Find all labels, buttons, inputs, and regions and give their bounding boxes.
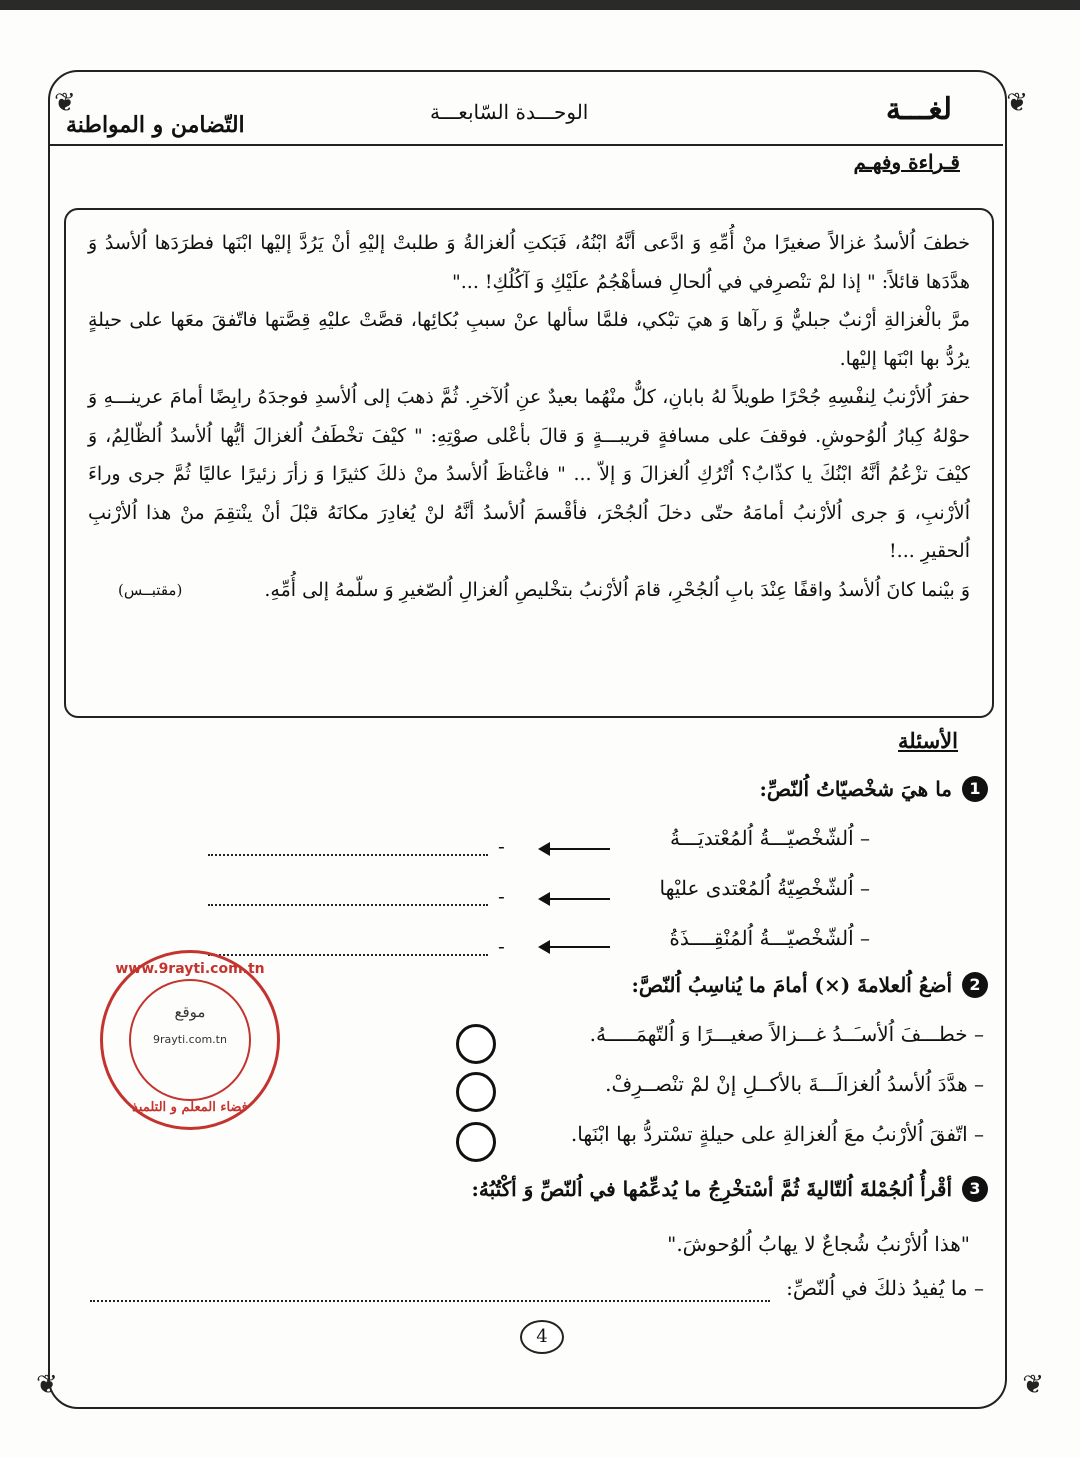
question-number: 1: [962, 776, 988, 802]
arrow-icon: [548, 848, 610, 850]
arrow-icon: [548, 898, 610, 900]
q1-item: – اُلشّخْصيّـــةُ اُلمُعْتديَـــةُ: [669, 826, 870, 850]
arrow-icon: [548, 946, 610, 948]
q2-option: – هدَّدَ اُلأسدُ اُلغزالَـــةَ بالأكــلِ إنْ لمْ تنْصــرِفْ.: [605, 1072, 984, 1096]
passage-paragraph: حفرَ اُلأرْنبُ لِنفْسِهِ جُحْرًا طويلاً لهُ بابانِ، كلٌّ منْهُما بعيدٌ عنِ اُلآخرِ. ثُمَّ ذهبَ إلى اُلأسدِ فوجدَهُ رابِضًا أمامَ عرينـــهِ وَ حوْلهُ كِبارُ اُلوُحوشِ. فوقفَ على مسافةٍ قريبـــةٍ وَ قالَ بأعْلى صوْتِهِ: " كيْفَ تخْطَفُ اُلغزالَ أيُّها اُلأسدُ اُلظّالِمُ، وَ كيْفَ تزْعُمُ أنَّهُ ابْنُكَ يا كذّابُ؟ اُتْرُكِ اُلغزالَ وَ إلاّ ... " فاغْتاظَ اُلأسدُ منْ ذلكَ كثيرًا وَ زأرَ زئيرًا عاليًا ثُمَّ جرى وراءَ اُلأرْنبِ، وَ جرى اُلأرْنبُ أمامَهُ حتّى دخلَ اُلجُحْرَ، فأقْسمَ اُلأسدُ أنَّهُ لنْ يُغادِرَ مكانَهُ قبْلَ أنْ ينْتقِمَ منْ هذا اُلأرْنبِ اُلحقيرِ ...!: [88, 386, 970, 562]
corner-ornament-icon: ❦: [1006, 88, 1028, 118]
stamp-caption: فضاء المعلم و التلميذ: [132, 1100, 248, 1115]
question-3: [471, 1176, 988, 1202]
passage-last-line: وَ بيْنما كانَ اُلأسدُ واقفًا عِنْدَ بابِ اُلجُحْرِ، قامَ اُلأرْنبُ بتخْليصِ اُلغزالِ اُلصّغيرِ وَ سلّمهُ إلى أُمِّهِ.: [264, 578, 970, 601]
website-stamp: [100, 950, 280, 1130]
answer-circle[interactable]: [456, 1072, 496, 1112]
q3-subquestion: – ما يُفيدُ ذلكَ في اُلنّصِّ:: [786, 1276, 984, 1300]
answer-circle[interactable]: [456, 1122, 496, 1162]
quoted-sentence: "هذا اُلأرْنبُ شُجاعٌ لا يهابُ اُلوُحوشَ.": [667, 1232, 970, 1256]
question-text: أقْرأُ اُلجُمْلةَ اُلتّاليةَ ثُمَّ أسْتخْرِجُ ما يُدعِّمُها في اُلنّصِّ وَ أكْتُبُهُ:: [471, 1177, 952, 1201]
stamp-word: موقع: [174, 1003, 206, 1021]
question-1: [760, 776, 988, 802]
questions-title: الأسئلة: [898, 728, 958, 753]
q1-item: – اُلشّخْصِيّةُ اُلمُعْتدى عليْها: [659, 876, 870, 900]
scan-edge: [0, 0, 1080, 10]
theme-title: التّضامن و المواطنة: [66, 112, 245, 138]
page-number: 4: [520, 1320, 564, 1354]
question-text: أضعُ اُلعلامةَ (×) أمامَ ما يُناسِبُ اُلنّصَّ:: [631, 973, 952, 997]
reading-passage: [64, 208, 994, 718]
answer-line[interactable]: [208, 904, 488, 906]
q1-item: – اُلشّخْصيّـــةُ اُلمُنْقِــــذَةُ: [669, 926, 870, 950]
corner-ornament-icon: ❦: [1022, 1370, 1044, 1400]
stamp-url: www.9rayti.com.tn: [115, 961, 265, 977]
q2-option: – خطـــفَ اُلأسـَــدُ غـــزالاً صغيـــرًا وَ اُلتّهمَـــــهُ.: [589, 1022, 984, 1046]
subject-title: لغـــة: [885, 92, 952, 127]
passage-paragraph: مرَّ بالْغزالةِ أرْنبٌ جبليٌّ وَ رآها وَ هيَ تبْكي، فلمَّا سألها عنْ سببِ بُكائِها، قصَّتْ عليْهِ قِصَّتها فاتّفقَ معَها على حيلةٍ يرُدُّ بها ابْنَها إليْها.: [88, 309, 970, 370]
answer-line[interactable]: [90, 1300, 770, 1302]
answer-circle[interactable]: [456, 1024, 496, 1064]
answer-line[interactable]: [208, 954, 488, 956]
unit-title: الوحـــدة السّابعـــة: [430, 100, 589, 124]
q2-option: – اتّفقَ اُلأرْنبُ معَ اُلغزالةِ على حيلةٍ تسْتردُّ بها ابْنَها.: [570, 1122, 984, 1146]
corner-ornament-icon: ❦: [54, 88, 76, 118]
answer-line[interactable]: [208, 854, 488, 856]
corner-ornament-icon: ❦: [36, 1370, 58, 1400]
question-text: ما هيَ شخْصيّاتُ اُلنّصِّ:: [759, 777, 952, 801]
stamp-url-small: 9rayti.com.tn: [153, 1033, 227, 1046]
question-number: 3: [962, 1176, 988, 1202]
passage-paragraph: [88, 571, 970, 610]
question-2: [631, 972, 988, 998]
question-number: 2: [962, 972, 988, 998]
source-label: (مقتبــس): [118, 580, 183, 599]
worksheet-page: ❦ ❦ ❦ ❦ لغـــة الوحـــدة السّابعـــة التّضامن و المواطنة قـراءة وفهـم خطفَ اُلأسدُ غزالاً صغيرًا منْ أُمِّهِ وَ ادَّعى أنَّهُ ابْنُهُ، فَبَكتِ اُلغزالةُ وَ طلبتْ إليْهِ أنْ يَرُدَّ إليْها ابْنَها فطرَدَها اُلأسدُ وَ هدَّدَها قائلاً: " إذا لمْ تنْصرِفي في اُلحالِ فسأهْجُمُ علَيْكِ وَ آكُلُكِ! ..." مرَّ بالْغزالةِ أرْنبٌ جبليٌّ وَ رآها وَ هيَ تبْكي، فلمَّا سألها عنْ سببِ بُكائِها، قصَّتْ عليْهِ قِصَّتها فاتّفقَ معَها على حيلةٍ يرُدُّ بها ابْنَها إليْها. حفرَ اُلأرْنبُ لِنفْسِهِ جُحْرًا طويلاً لهُ بابانِ، كلٌّ منْهُما بعيدٌ عنِ اُلآخرِ. ثُمَّ ذهبَ إلى اُلأسدِ فوجدَهُ رابِضًا أمامَ عرينـــهِ وَ حوْلهُ كِبارُ اُلوُحوشِ. فوقفَ على مسافةٍ قريبـــةٍ وَ قالَ بأعْلى صوْتِهِ: " كيْفَ تخْطَفُ اُلغزالَ أيُّها اُلأسدُ اُلظّالِمُ، وَ كيْفَ تزْعُمُ أنَّهُ ابْنُكَ يا كذّابُ؟ اُتْرُكِ اُلغزالَ وَ إلاّ ... " فاغْتاظَ اُلأسدُ منْ ذلكَ كثيرًا وَ زأرَ زئيرًا عاليًا ثُمَّ جرى وراءَ اُلأرْنبِ، وَ جرى اُلأرْنبُ أمامَهُ حتّى دخلَ اُلجُحْرَ، فأقْسمَ اُلأسدُ أنَّهُ لنْ يُغادِرَ مكانَهُ قبْلَ أنْ ينْتقِمَ منْ هذا اُلأرْنبِ اُلحقيرِ ...! وَ بيْنما كانَ اُلأسدُ واقفًا عِنْدَ بابِ اُلجُحْرِ، قامَ اُلأرْنبُ بتخْليصِ اُلغزالِ اُلصّغيرِ وَ سلّمهُ إلى أُمِّهِ. (مقتبــس) الأسئلة 1 ما هيَ شخْصيّاتُ اُلنّصِّ: – اُلشّخْصيّـــةُ اُلمُعْتديَـــةُ - – اُلشّخْصِيّةُ اُلمُعْتدى عليْها - – اُلشّخْصيّـــةُ اُلمُنْقِــــذَةُ - 2 أضعُ اُلعلامةَ (×) أمامَ ما يُناسِبُ اُلنّصَّ: – خطـــفَ اُلأسـَــدُ غـــزالاً صغيـــرًا وَ اُلتّهمَـــــهُ. – هدَّدَ اُلأسدُ اُلغزالَـــةَ بالأكــلِ إنْ لمْ تنْصــرِفْ. – اتّفقَ اُلأرْنبُ معَ اُلغزالةِ على حيلةٍ تسْتردُّ بها ابْنَها. 3 أقْرأُ اُلجُمْلةَ اُلتّاليةَ ثُمَّ أسْتخْرِجُ ما يُدعِّمُها في اُلنّصِّ وَ أكْتُبُهُ: "هذا اُلأرْنبُ شُجاعٌ لا يهابُ اُلوُحوشَ." – ما يُفيدُ ذلكَ في اُلنّصِّ: www.9rayti.com.tn موقع 9rayti.com.tn فضاء المعلم و التلميذ 4: [0, 0, 1080, 1458]
section-title: قـراءة وفهـم: [853, 150, 960, 174]
passage-paragraph: خطفَ اُلأسدُ غزالاً صغيرًا منْ أُمِّهِ وَ ادَّعى أنَّهُ ابْنُهُ، فَبَكتِ اُلغزالةُ وَ طلبتْ إليْهِ أنْ يَرُدَّ إليْها ابْنَها فطرَدَها اُلأسدُ وَ هدَّدَها قائلاً: " إذا لمْ تنْصرِفي في اُلحالِ فسأهْجُمُ علَيْكِ وَ آكُلُكِ! ...": [88, 232, 970, 293]
